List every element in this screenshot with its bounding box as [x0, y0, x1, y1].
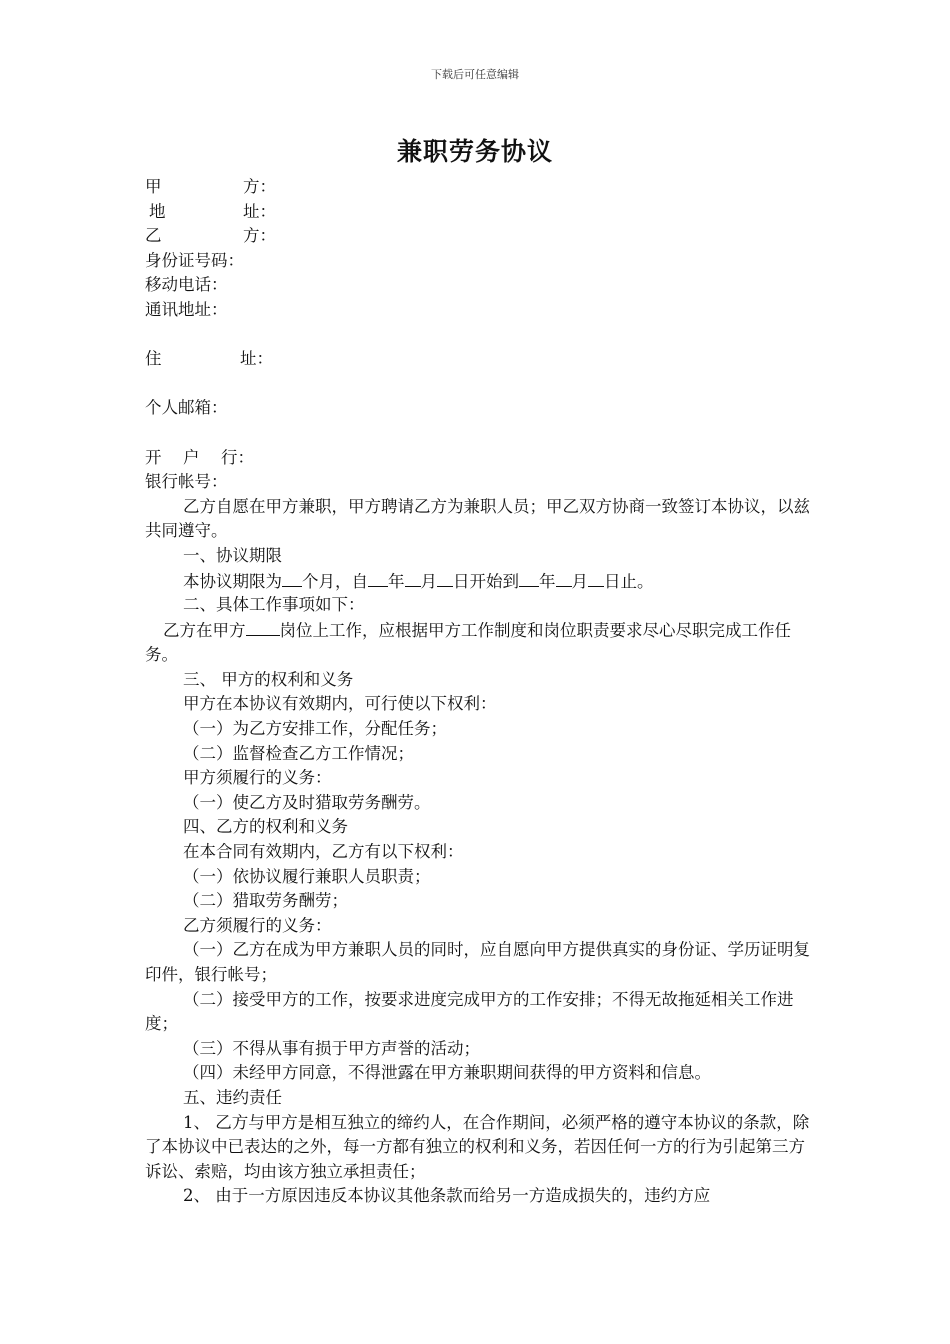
term-text-1: 本协议期限为 [183, 571, 282, 591]
party-b-duties-intro: 乙方须履行的义务： [183, 915, 332, 935]
mobile-field: 移动电话： [145, 275, 228, 295]
party-b-label-1: 乙 [145, 226, 162, 246]
party-a-field [145, 175, 815, 200]
term-text-3: 年 [388, 571, 405, 591]
document-body [145, 175, 815, 1209]
party-b-label-2: 方： [243, 226, 276, 246]
residence-label-2: 址： [240, 349, 273, 369]
work-duty-text-1: 乙方在甲方 [163, 620, 246, 640]
section-2-heading: 二、具体工作事项如下： [183, 595, 365, 615]
party-a-rights-intro: 甲方在本协议有效期内，可行使以下权利： [183, 694, 497, 714]
address-label-1: 地 [149, 201, 166, 221]
term-text-2: 个月，自 [302, 571, 368, 591]
party-a-right-1: （一）为乙方安排工作，分配任务； [183, 719, 447, 739]
header-note: 下载后可任意编辑 [431, 68, 519, 81]
party-b-right-2: （二）猎取劳务酬劳； [183, 891, 348, 911]
blank-start-year [368, 569, 388, 587]
liability-clause-2: 2、 由于一方原因违反本协议其他条款而给另一方造成损失的，违约方应 [183, 1186, 711, 1206]
work-duty-text-2: 岗位上工作，应根据甲方工作制度和岗位职责要求尽心尽职完成工作任务。 [145, 620, 791, 665]
blank-start-month [405, 569, 421, 587]
term-text-7: 月 [571, 571, 588, 591]
address-field [145, 200, 815, 225]
email-field: 个人邮箱： [145, 398, 228, 418]
party-b-right-1: （一）依协议履行兼职人员职责； [183, 866, 431, 886]
party-b-field [145, 224, 815, 249]
address-label-2: 址： [243, 201, 276, 221]
party-b-duty-1: （一）乙方在成为甲方兼职人员的同时，应自愿向甲方提供真实的身份证、学历证明复印件，银行帐号； [145, 940, 810, 984]
blank-end-month [556, 569, 572, 587]
blank-months [282, 569, 302, 587]
bank-label-2: 户 [183, 447, 200, 467]
bank-label-1: 开 [145, 447, 162, 467]
intro-paragraph: 乙方自愿在甲方兼职，甲方聘请乙方为兼职人员；甲乙双方协商一致签订本协议，以兹共同遵守。 [145, 496, 810, 541]
term-text-5: 日开始到 [453, 571, 519, 591]
bank-account-field: 银行帐号： [145, 472, 228, 492]
term-text-4: 月 [420, 571, 437, 591]
party-a-duties-intro: 甲方须履行的义务： [183, 768, 332, 788]
section-1-heading: 一、协议期限 [183, 545, 282, 565]
work-duty-paragraph [145, 618, 815, 668]
term-text-6: 年 [539, 571, 556, 591]
liability-clause-1: 1、 乙方与甲方是相互独立的缔约人，在合作期间，必须严格的遵守本协议的条款，除了本协议中已表达的之外，每一方都有独立的权利和义务，若因任何一方的行为引起第三方诉讼、索赔，均由该方独立承担责任； [145, 1112, 810, 1181]
mail-address-field: 通讯地址： [145, 299, 228, 319]
party-b-duty-2: （二）接受甲方的工作，按要求进度完成甲方的工作安排；不得无故拖延相关工作进度； [145, 989, 794, 1034]
party-a-label-2: 方： [243, 177, 276, 196]
residence-field [145, 347, 815, 372]
term-clause [145, 569, 815, 594]
document-title: 兼职劳务协议 [396, 137, 553, 166]
residence-label-1: 住 [145, 349, 162, 369]
section-4-heading: 四、乙方的权利和义务 [183, 817, 348, 837]
bank-field [145, 446, 815, 471]
party-a-label-1: 甲 [145, 177, 162, 196]
party-a-duty-1: （一）使乙方及时猎取劳务酬劳。 [183, 792, 431, 812]
bank-label-3: 行： [221, 447, 254, 467]
party-b-duty-4: （四）未经甲方同意，不得泄露在甲方兼职期间获得的甲方资料和信息。 [183, 1063, 711, 1083]
party-a-right-2: （二）监督检查乙方工作情况； [183, 743, 414, 763]
blank-position [246, 618, 280, 636]
term-text-8: 日止。 [604, 571, 654, 591]
party-b-rights-intro: 在本合同有效期内，乙方有以下权利： [183, 842, 464, 862]
blank-end-year [519, 569, 539, 587]
blank-end-day [588, 569, 604, 587]
section-3-heading: 三、 甲方的权利和义务 [183, 669, 354, 689]
id-number-field: 身份证号码： [145, 250, 244, 270]
section-5-heading: 五、违约责任 [183, 1087, 282, 1107]
party-b-duty-3: （三）不得从事有损于甲方声誉的活动； [183, 1038, 480, 1058]
blank-start-day [437, 569, 453, 587]
